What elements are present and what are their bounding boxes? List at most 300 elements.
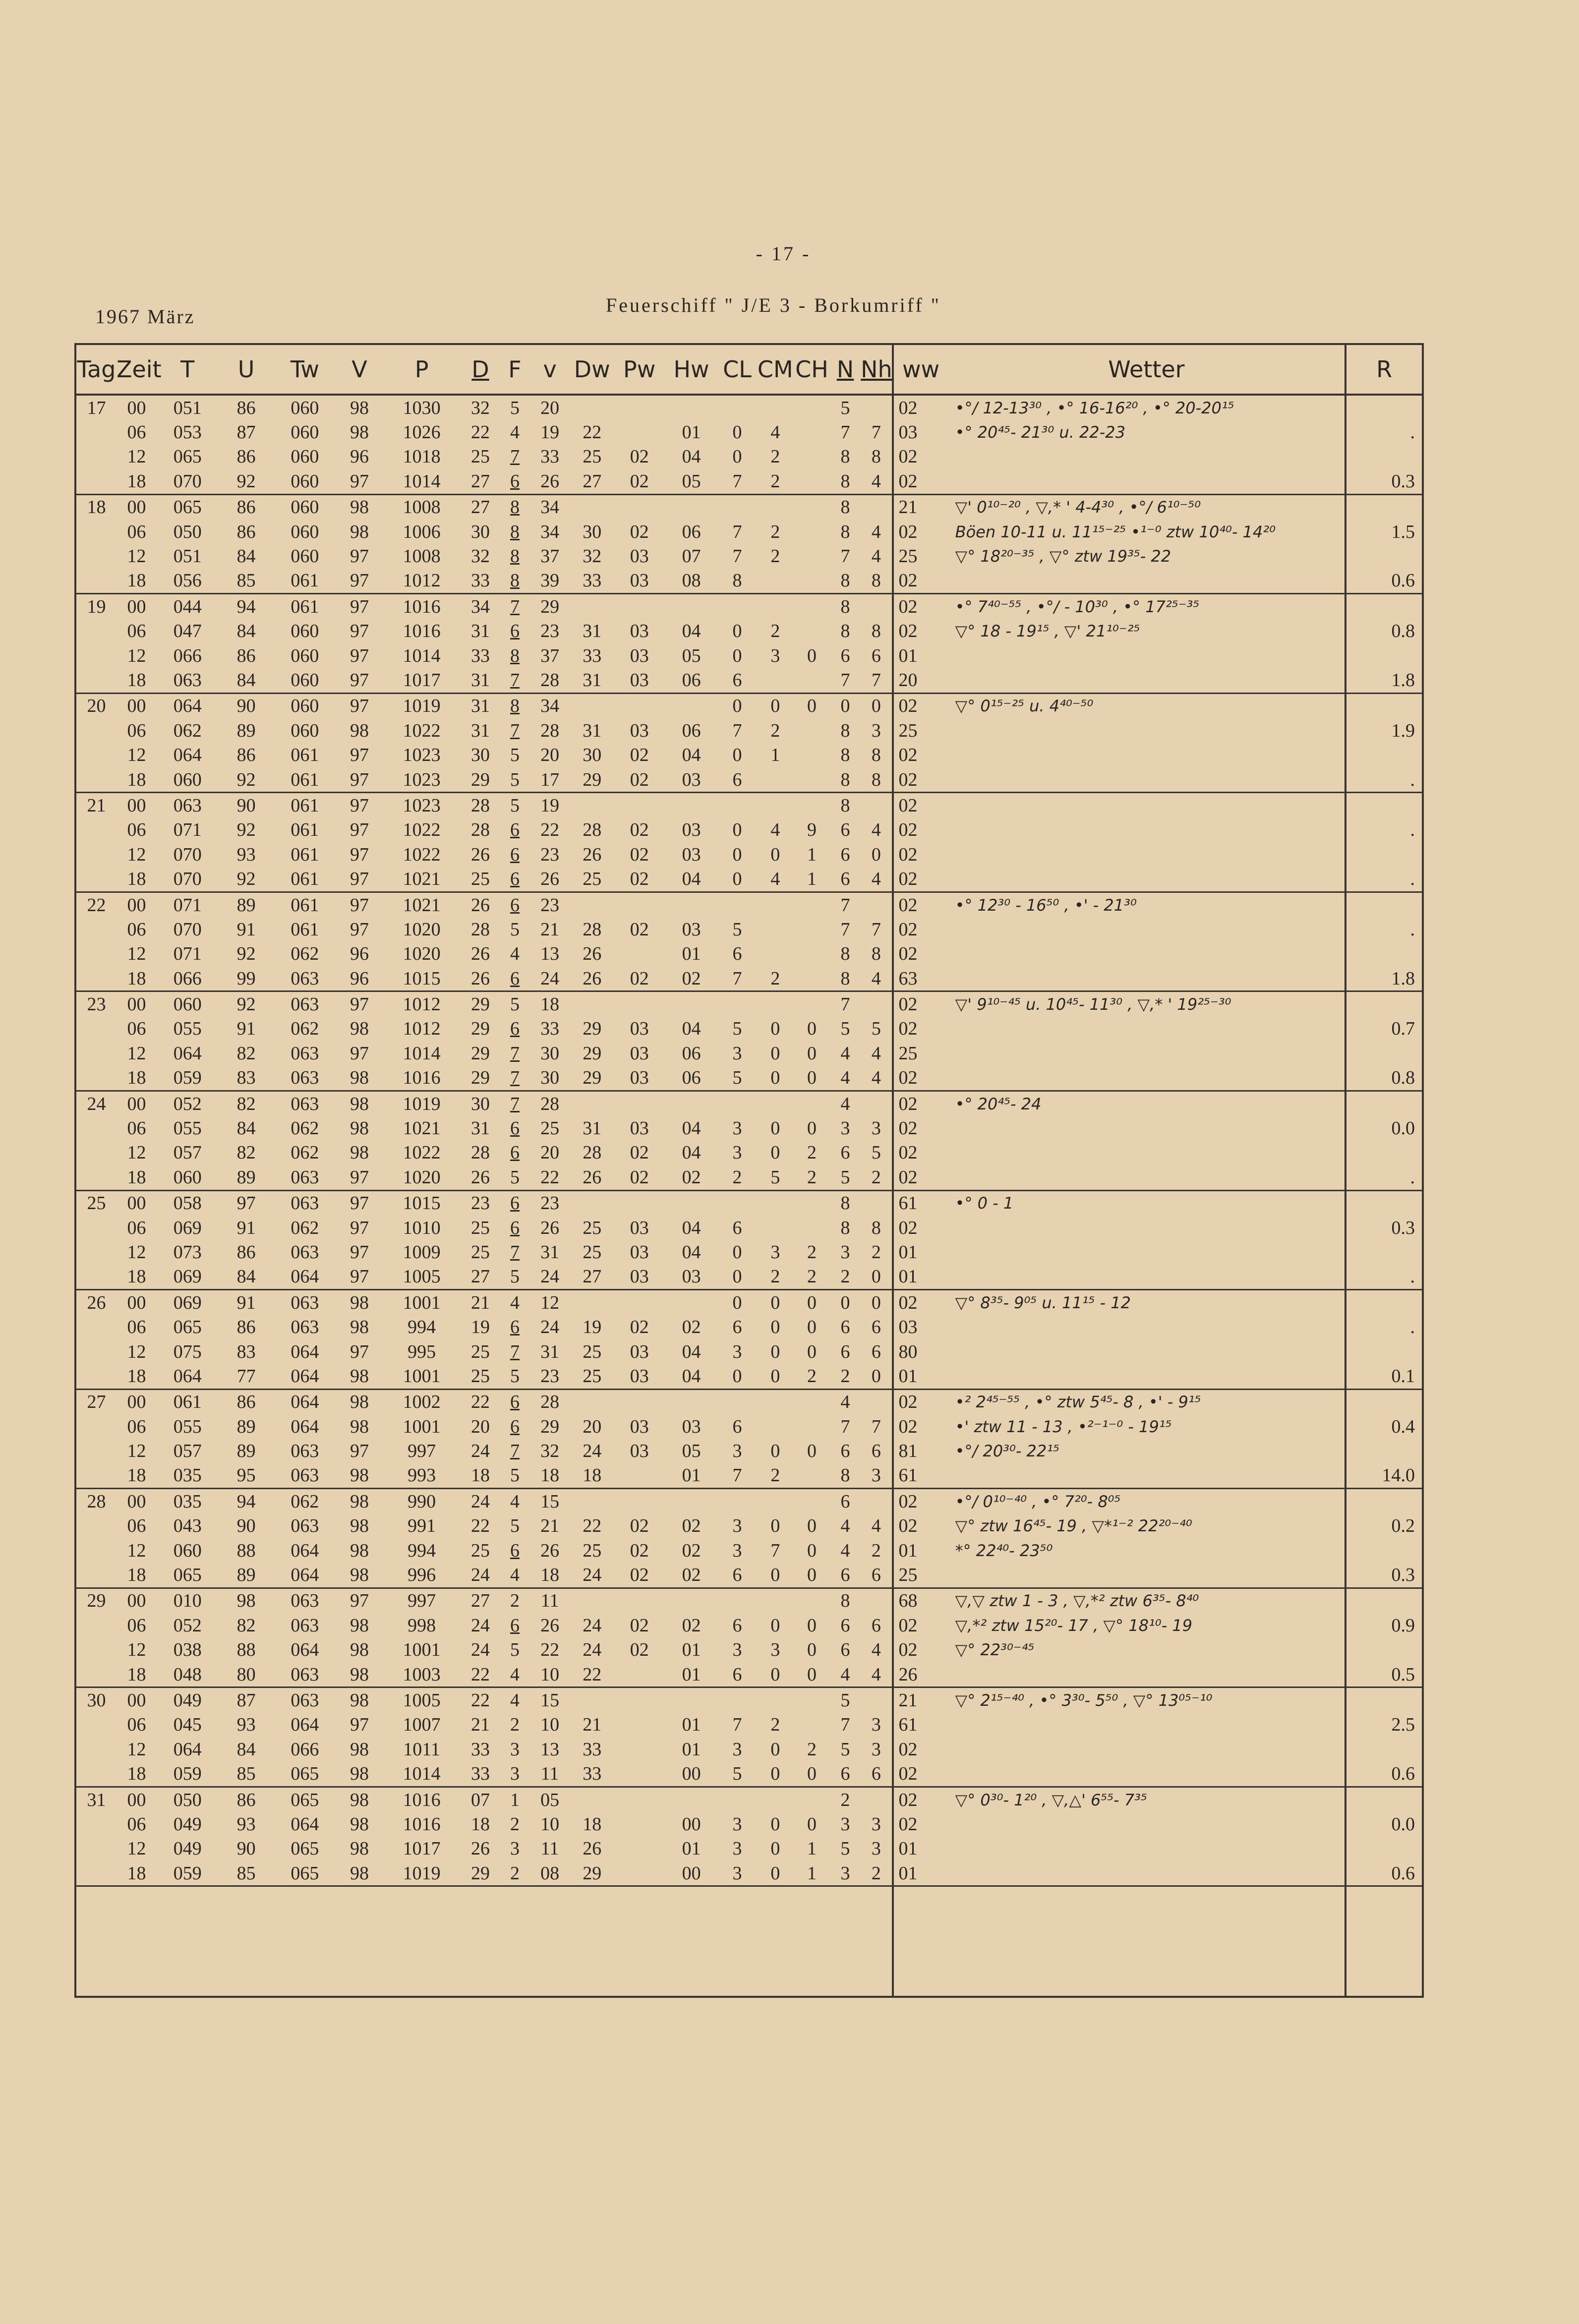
table-row (76, 469, 1422, 494)
col-nh: Nh (861, 345, 892, 395)
cell-nh (861, 1389, 892, 1414)
cell-p: 1009 (403, 1241, 441, 1263)
cell-p: 991 (408, 1515, 436, 1537)
cell-pw (614, 1489, 665, 1514)
table-row (76, 569, 1422, 594)
cell-v: 25 (540, 1118, 560, 1139)
cell-cl: 6 (718, 1662, 757, 1687)
cell-v: 98 (336, 1364, 383, 1389)
col-p: P (383, 345, 461, 395)
cell-cl: 8 (718, 569, 757, 594)
cell-ch (794, 544, 830, 568)
table-row (76, 693, 1422, 718)
cell-u: 86 (236, 397, 256, 418)
cell-cl: 0 (732, 696, 742, 717)
cell-tag (76, 942, 117, 966)
cell-r (1345, 892, 1422, 917)
cell-dw (571, 1190, 614, 1216)
cell-wetter (948, 1837, 1346, 1861)
cell-ww: 02 (893, 842, 948, 867)
cell-r: 1.8 (1345, 966, 1422, 991)
cell-d: 30 (470, 1093, 490, 1114)
cell-v: 98 (336, 1662, 383, 1687)
cell-p: 997 (408, 1441, 436, 1462)
cell-wetter (948, 1216, 1346, 1240)
cell-tw: 065 (274, 1761, 336, 1787)
cell-ch: 0 (807, 1813, 817, 1835)
cell-n: 6 (840, 1142, 850, 1163)
cell-hw: 04 (682, 745, 701, 766)
cell-v: 98 (336, 1066, 383, 1091)
cell-p: 1030 (403, 397, 441, 418)
cell-dw: 31 (583, 621, 602, 642)
cell-d: 29 (460, 1861, 500, 1886)
cell-pw: 03 (614, 668, 665, 693)
cell-wetter (948, 1315, 1346, 1339)
cell-cl (718, 594, 757, 619)
cell-zeit: 12 (127, 546, 146, 567)
cell-n: 8 (840, 1590, 850, 1612)
cell-hw: 06 (665, 668, 718, 693)
cell-p: 1023 (383, 767, 461, 793)
cell-v: 96 (336, 966, 383, 991)
cell-wetter: •°/ 0¹⁰⁻⁴⁰ , •° 7²⁰- 8⁰⁵ (955, 1492, 1121, 1511)
cell-hw: 05 (665, 469, 718, 494)
table-row (76, 1017, 1422, 1041)
cell-u: 92 (219, 767, 274, 793)
cell-v: 28 (540, 720, 560, 741)
cell-cl: 3 (718, 1861, 757, 1886)
empty-cell (117, 1886, 157, 1996)
cell-n: 4 (840, 1540, 850, 1561)
cell-f: 5 (500, 1364, 529, 1389)
table-row (76, 793, 1422, 818)
cell-zeit: 00 (127, 1590, 146, 1612)
cell-f: 3 (510, 1838, 520, 1859)
cell-v: 98 (350, 1018, 369, 1040)
cell-dw: 18 (583, 1813, 602, 1835)
cell-v: 22 (540, 819, 560, 841)
cell-f: 6 (510, 1193, 520, 1214)
cell-f: 5 (510, 1515, 520, 1537)
cell-dw (571, 1687, 614, 1713)
cell-cm: 2 (757, 1463, 794, 1489)
cell-zeit: 00 (127, 1292, 146, 1313)
cell-pw: 02 (630, 1142, 649, 1163)
cell-zeit: 12 (127, 645, 146, 666)
cell-pw (614, 1761, 665, 1787)
cell-f: 6 (510, 1540, 520, 1561)
cell-tag (76, 1315, 117, 1339)
cell-pw (614, 942, 665, 966)
cell-t: 066 (157, 966, 219, 991)
cell-ch: 0 (807, 1639, 817, 1661)
table-row (76, 494, 1422, 520)
cell-cm (757, 1216, 794, 1240)
cell-tw: 060 (274, 668, 336, 693)
cell-d: 26 (460, 1165, 500, 1190)
cell-cl: 5 (718, 1761, 757, 1787)
cell-p: 1014 (403, 645, 441, 666)
cell-ch: 0 (794, 1563, 830, 1588)
cell-hw: 03 (682, 819, 701, 841)
table-row (76, 1389, 1422, 1414)
cell-t: 047 (173, 621, 202, 642)
cell-zeit: 18 (117, 1364, 157, 1389)
cell-wetter (948, 1041, 1346, 1065)
cell-n: 2 (840, 1789, 850, 1810)
cell-f: 6 (510, 894, 520, 916)
cell-d: 27 (470, 1590, 490, 1612)
cell-tw: 061 (291, 919, 319, 940)
cell-cl (718, 494, 757, 520)
cell-f: 8 (510, 546, 520, 567)
cell-pw (614, 1588, 665, 1613)
cell-wetter: •°/ 20³⁰- 22¹⁵ (955, 1442, 1059, 1461)
cell-wetter (948, 1017, 1346, 1041)
cell-ww: 01 (893, 1240, 948, 1264)
cell-p: 1019 (403, 1093, 441, 1114)
cell-hw (665, 594, 718, 619)
cell-zeit: 00 (127, 1690, 146, 1711)
cell-tw: 063 (291, 1193, 319, 1214)
table-row (76, 1463, 1422, 1489)
cell-p: 1019 (403, 696, 441, 717)
cell-hw: 08 (665, 569, 718, 594)
cell-v: 11 (540, 1590, 559, 1612)
cell-v: 97 (350, 795, 369, 816)
cell-wetter (948, 1713, 1346, 1737)
cell-zeit: 00 (127, 1392, 146, 1413)
cell-t: 070 (157, 867, 219, 892)
cell-dw: 25 (583, 1217, 602, 1238)
cell-t: 056 (157, 569, 219, 594)
cell-tw: 064 (274, 1364, 336, 1389)
cell-d: 26 (460, 966, 500, 991)
cell-zeit: 18 (117, 1662, 157, 1687)
cell-ww: 01 (893, 1837, 948, 1861)
cell-wetter (948, 1463, 1346, 1489)
cell-dw (571, 494, 614, 520)
cell-n: 7 (840, 1416, 850, 1437)
cell-wetter: ▽,*² ztw 15²⁰- 17 , ▽° 18¹⁰- 19 (955, 1616, 1193, 1635)
cell-ch (794, 743, 830, 767)
table-row (76, 1737, 1422, 1761)
cell-pw: 03 (630, 1341, 649, 1362)
cell-tag (76, 818, 117, 842)
cell-cl: 6 (718, 668, 757, 693)
cell-hw: 02 (682, 1515, 701, 1537)
cell-wetter: ▽° ztw 16⁴⁵- 19 , ▽*¹⁻² 22²⁰⁻⁴⁰ (955, 1516, 1192, 1536)
cell-v: 31 (540, 1241, 560, 1263)
cell-p: 1023 (403, 795, 441, 816)
table-row (76, 1066, 1422, 1091)
cell-n: 8 (830, 569, 861, 594)
cell-v: 98 (350, 1392, 369, 1413)
cell-cl: 3 (732, 1639, 742, 1661)
cell-f: 7 (510, 1441, 520, 1462)
table-row (76, 1165, 1422, 1190)
cell-nh (861, 793, 892, 818)
cell-v: 98 (350, 1540, 369, 1561)
cell-cm: 2 (770, 720, 780, 741)
cell-t: 038 (173, 1639, 202, 1661)
table-row (76, 1414, 1422, 1439)
cell-r: . (1345, 767, 1422, 793)
cell-cm: 5 (757, 1165, 794, 1190)
cell-cl: 3 (732, 1838, 742, 1859)
cell-hw: 02 (665, 1165, 718, 1190)
table-row (76, 1216, 1422, 1240)
header-row (76, 345, 1422, 395)
cell-tag (76, 1563, 117, 1588)
cell-v: 98 (350, 1317, 369, 1338)
cell-p: 1015 (383, 966, 461, 991)
cell-d: 34 (470, 596, 490, 617)
cell-ww: 61 (893, 1190, 948, 1216)
cell-f: 4 (500, 1662, 529, 1687)
cell-tw: 061 (291, 894, 319, 916)
cell-ch: 1 (794, 1861, 830, 1886)
cell-tw: 060 (291, 521, 319, 542)
cell-pw (614, 1389, 665, 1414)
table-row (76, 991, 1422, 1017)
table-row (76, 1761, 1422, 1787)
cell-u: 92 (219, 469, 274, 494)
cell-r (1345, 1687, 1422, 1713)
cell-nh: 0 (871, 1292, 881, 1313)
cell-n: 8 (840, 621, 850, 642)
cell-wetter: •° 0 - 1 (955, 1194, 1014, 1213)
cell-cl (718, 892, 757, 917)
cell-f: 6 (510, 819, 520, 841)
cell-nh: 6 (871, 645, 881, 666)
cell-hw (665, 1290, 718, 1315)
cell-f: 6 (510, 1018, 520, 1040)
table-row (76, 1091, 1422, 1116)
cell-u: 86 (236, 1789, 256, 1810)
cell-u: 94 (236, 1491, 256, 1512)
cell-zeit: 12 (127, 1142, 146, 1163)
cell-zeit: 06 (127, 1118, 146, 1139)
cell-d: 25 (470, 1540, 490, 1561)
cell-p: 990 (408, 1491, 436, 1512)
weather-log-table (76, 345, 1422, 1996)
cell-ww: 02 (893, 1141, 948, 1165)
cell-tag (76, 1216, 117, 1240)
cell-n: 8 (830, 469, 861, 494)
cell-f: 5 (500, 767, 529, 793)
cell-ch: 0 (807, 1292, 817, 1313)
cell-hw: 03 (682, 919, 701, 940)
cell-d: 19 (470, 1317, 490, 1338)
cell-p: 1005 (403, 1690, 441, 1711)
cell-f: 2 (500, 1861, 529, 1886)
col-dw: Dw (571, 345, 614, 395)
cell-zeit: 18 (117, 767, 157, 793)
cell-hw (665, 793, 718, 818)
cell-f: 6 (510, 1317, 520, 1338)
cell-u: 92 (219, 867, 274, 892)
cell-wetter (948, 917, 1346, 941)
cell-ww: 25 (893, 1563, 948, 1588)
cell-dw: 20 (583, 1416, 602, 1437)
cell-v: 97 (336, 1165, 383, 1190)
cell-dw (571, 1787, 614, 1812)
empty-cell (529, 1886, 571, 1996)
cell-p: 1008 (403, 546, 441, 567)
cell-tw: 060 (291, 397, 319, 418)
cell-hw: 03 (665, 1265, 718, 1290)
cell-f: 5 (500, 1165, 529, 1190)
cell-nh (861, 892, 892, 917)
cell-dw: 26 (571, 966, 614, 991)
cell-tag (76, 1364, 117, 1389)
cell-v: 34 (540, 497, 560, 518)
cell-ww: 01 (893, 643, 948, 668)
cell-pw: 03 (630, 1217, 649, 1238)
cell-r (1345, 1290, 1422, 1315)
cell-zeit: 06 (127, 819, 146, 841)
cell-n: 5 (840, 397, 850, 418)
cell-f: 6 (510, 621, 520, 642)
cell-tag (76, 1812, 117, 1836)
cell-cl: 0 (732, 844, 742, 865)
cell-nh: 4 (871, 521, 881, 542)
cell-u: 86 (236, 521, 256, 542)
cell-pw: 02 (614, 867, 665, 892)
cell-v: 98 (350, 1093, 369, 1114)
cell-wetter: *° 22⁴⁰- 23⁵⁰ (955, 1541, 1053, 1560)
cell-v: 98 (336, 1861, 383, 1886)
cell-r: 0.1 (1345, 1364, 1422, 1389)
cell-d: 28 (470, 1142, 490, 1163)
cell-v: 97 (350, 645, 369, 666)
cell-n: 7 (840, 546, 850, 567)
cell-dw: 25 (583, 1241, 602, 1263)
cell-u: 86 (236, 1317, 256, 1338)
cell-zeit: 06 (127, 1813, 146, 1835)
cell-v: 29 (540, 1416, 560, 1437)
cell-f: 4 (510, 943, 520, 965)
cell-p: 996 (383, 1563, 461, 1588)
cell-hw: 05 (682, 1441, 701, 1462)
cell-n: 5 (840, 1690, 850, 1711)
cell-ww: 80 (893, 1339, 948, 1364)
cell-hw: 04 (682, 1341, 701, 1362)
cell-ww: 02 (893, 1514, 948, 1538)
cell-ch: 0 (794, 1066, 830, 1091)
cell-r: 0.6 (1345, 1861, 1422, 1886)
cell-n: 7 (840, 894, 850, 916)
cell-tw: 061 (274, 867, 336, 892)
table-row (76, 1787, 1422, 1812)
table-row (76, 1339, 1422, 1364)
cell-r: 0.5 (1345, 1662, 1422, 1687)
cell-cl: 3 (732, 1540, 742, 1561)
cell-pw (614, 1861, 665, 1886)
cell-t: 055 (173, 1118, 202, 1139)
cell-t: 062 (173, 720, 202, 741)
cell-tw: 062 (291, 943, 319, 965)
cell-r (1345, 544, 1422, 568)
cell-d: 33 (470, 1739, 490, 1760)
cell-cl: 6 (732, 1416, 742, 1437)
cell-nh: 4 (861, 867, 892, 892)
cell-tag (76, 445, 117, 469)
empty-filler-row (76, 1886, 1422, 1996)
table-row (76, 842, 1422, 867)
cell-zeit: 12 (127, 844, 146, 865)
cell-v: 22 (529, 1165, 571, 1190)
cell-ch: 2 (794, 1364, 830, 1389)
cell-v: 18 (540, 994, 560, 1015)
cell-v: 08 (529, 1861, 571, 1886)
cell-nh (861, 1787, 892, 1812)
cell-ww: 02 (893, 867, 948, 892)
cell-p: 1014 (383, 469, 461, 494)
cell-v: 26 (540, 1540, 560, 1561)
cell-r (1345, 1439, 1422, 1463)
cell-p: 1001 (403, 1639, 441, 1661)
cell-v: 11 (529, 1761, 571, 1787)
cell-n: 7 (840, 994, 850, 1015)
cell-p: 1026 (403, 422, 441, 443)
cell-f: 6 (510, 844, 520, 865)
cell-dw: 21 (583, 1714, 602, 1736)
cell-cm: 0 (770, 844, 780, 865)
cell-f: 8 (510, 696, 520, 717)
cell-nh (861, 1588, 892, 1613)
empty-cell (274, 1886, 336, 1996)
cell-v: 29 (540, 596, 560, 617)
cell-hw (665, 991, 718, 1017)
cell-v: 98 (350, 1416, 369, 1437)
cell-pw (614, 1787, 665, 1812)
cell-v: 97 (350, 1590, 369, 1612)
cell-hw: 04 (682, 1241, 701, 1263)
cell-d: 31 (470, 720, 490, 741)
cell-pw (614, 1812, 665, 1836)
empty-cell (157, 1886, 219, 1996)
cell-n: 2 (830, 1265, 861, 1290)
cell-v: 98 (350, 1690, 369, 1711)
table-row (76, 1514, 1422, 1538)
cell-d: 30 (470, 521, 490, 542)
cell-v: 96 (350, 446, 369, 467)
cell-dw (571, 1290, 614, 1315)
cell-r (1345, 1240, 1422, 1264)
cell-ww: 02 (893, 1812, 948, 1836)
cell-u: 84 (236, 1739, 256, 1760)
cell-p: 1020 (403, 943, 441, 965)
cell-d: 31 (460, 668, 500, 693)
cell-tw: 060 (291, 621, 319, 642)
cell-dw: 32 (583, 546, 602, 567)
cell-n: 6 (840, 645, 850, 666)
cell-u: 87 (236, 1690, 256, 1711)
cell-ww: 02 (893, 818, 948, 842)
cell-zeit: 18 (117, 1265, 157, 1290)
cell-zeit: 00 (127, 1789, 146, 1810)
cell-u: 84 (236, 621, 256, 642)
cell-v: 97 (336, 867, 383, 892)
cell-ch: 0 (807, 1043, 817, 1064)
cell-dw (571, 594, 614, 619)
cell-pw (614, 693, 665, 718)
cell-d: 26 (470, 943, 490, 965)
cell-pw (614, 1662, 665, 1687)
